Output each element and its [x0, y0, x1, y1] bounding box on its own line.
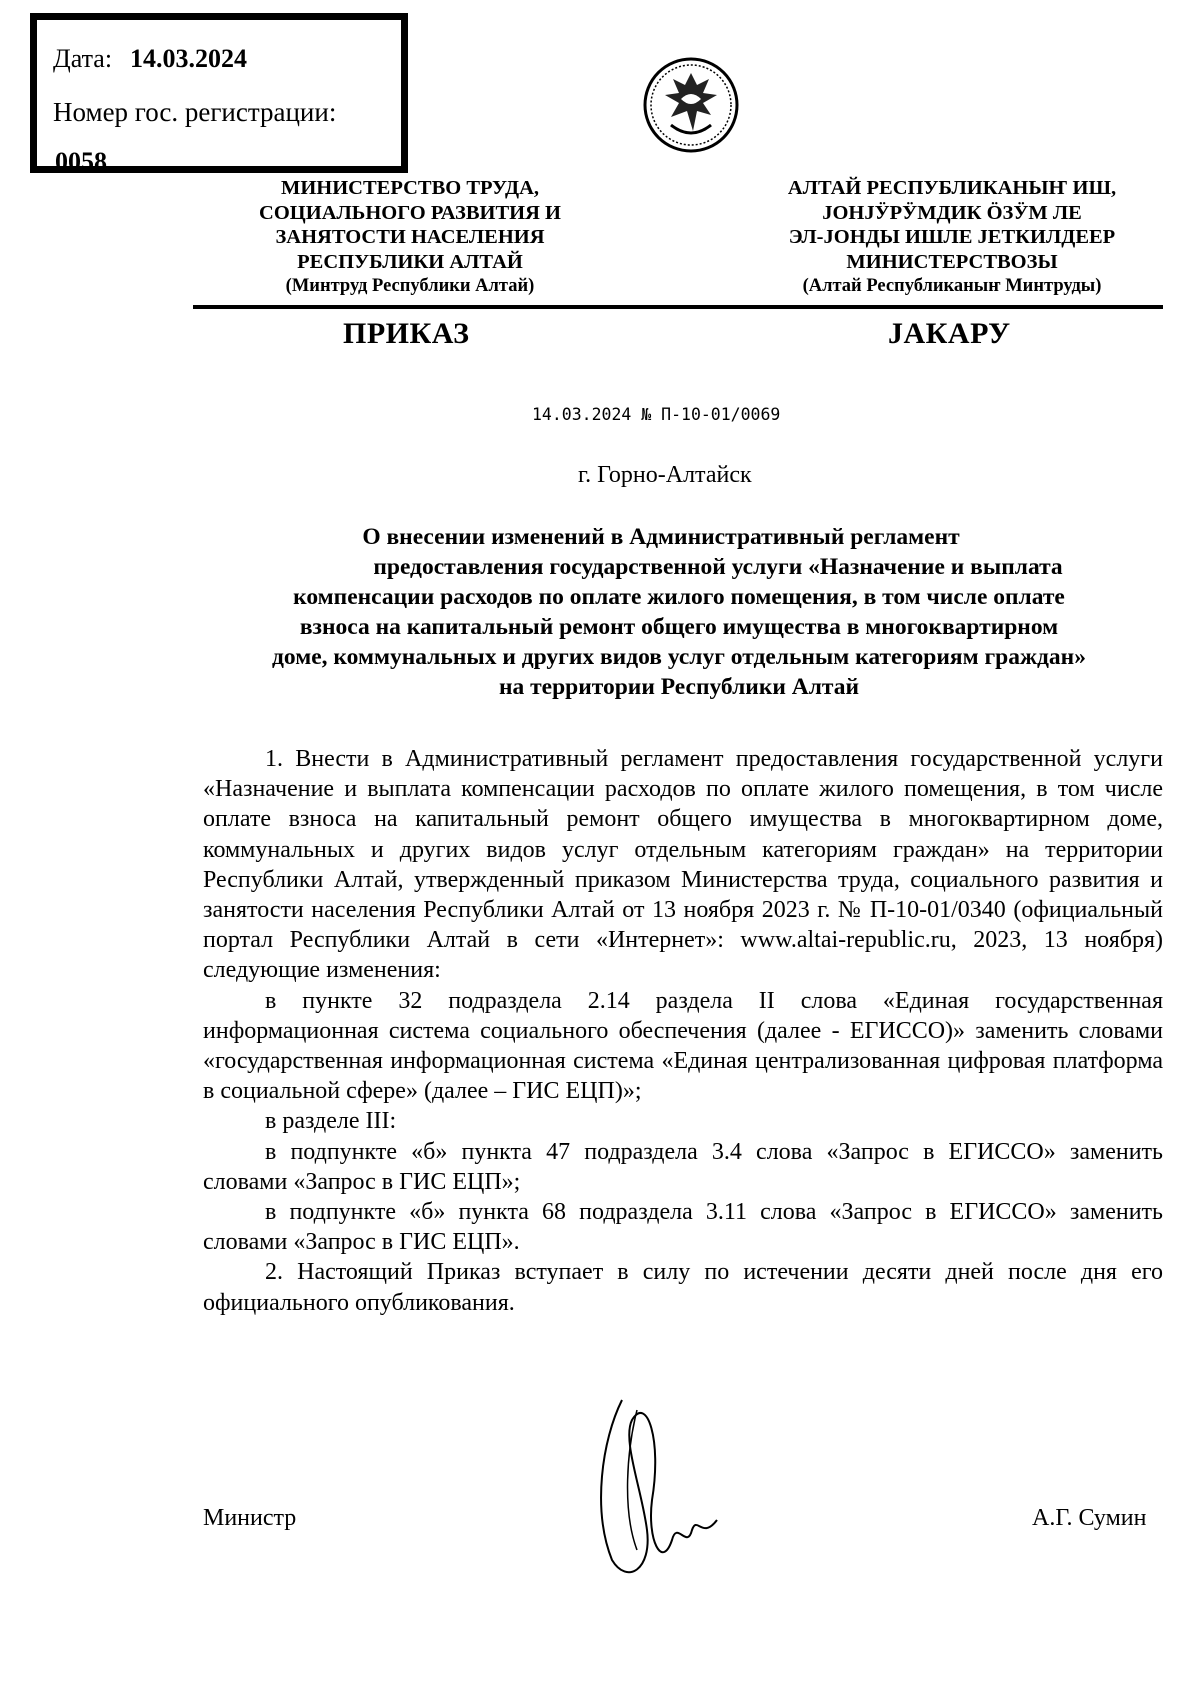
paragraph: 2. Настоящий Приказ вступает в силу по истечении десяти дней после дня его официального опубликования. [203, 1259, 1163, 1316]
org-left-abbr: (Минтруд Республики Алтай) [285, 276, 535, 296]
heading-line: компенсации расходов по оплате жилого помещения, в том числе оплате [293, 584, 1065, 610]
document-heading [196, 522, 1162, 702]
org-left-line: РЕСПУБЛИКИ АЛТАЙ [297, 250, 523, 273]
registration-stamp [30, 13, 408, 176]
registration-number: 14.03.2024 № П-10-01/0069 [532, 405, 781, 424]
heading-line: О внесении изменений в Административный регламент [362, 524, 960, 550]
signature-icon [592, 1380, 722, 1585]
signatory-position: Министр [203, 1505, 297, 1531]
org-right-line: МИНИСТЕРСТВОЗЫ [846, 250, 1058, 273]
ministry-name-russian [200, 176, 620, 299]
paragraph: в подпункте «б» пункта 68 подраздела 3.11 слова «Запрос в ЕГИССО» заменить словами «Запрос в ГИС ЕЦП». [203, 1199, 1163, 1256]
coat-of-arms-icon [640, 55, 742, 155]
org-left-line: МИНИСТЕРСТВО ТРУДА, [280, 177, 540, 199]
stamp-reg-label: Номер гос. регистрации: [53, 97, 337, 127]
heading-line: взноса на капитальный ремонт общего имущества в многоквартирном [299, 614, 1059, 640]
paragraph: в подпункте «б» пункта 47 подраздела 3.4 слова «Запрос в ЕГИССО» заменить словами «Запрос в ГИС ЕЦП»; [203, 1138, 1163, 1195]
org-left-line: СОЦИАЛЬНОГО РАЗВИТИЯ И [259, 201, 561, 224]
stamp-date [53, 44, 247, 74]
paragraph: в разделе III: [265, 1108, 397, 1135]
header-divider [193, 305, 1163, 309]
ministry-name-altai [752, 176, 1152, 299]
org-right-line: АЛТАЙ РЕСПУБЛИКАНЫҤ ИШ, [787, 177, 1117, 199]
stamp-date-value: 14.03.2024 [130, 44, 248, 73]
doc-type-altai: ЈАКАРУ [888, 317, 1011, 350]
org-right-abbr: (Алтай Республиканыҥ Минтруды) [802, 276, 1102, 296]
doc-type-russian: ПРИКАЗ [343, 317, 470, 350]
org-right-line: ЭЛ-ЈОНДЫ ИШЛЕ ЈЕТКИЛДЕЕР [788, 226, 1116, 248]
stamp-date-label: Дата: [53, 44, 113, 73]
paragraph: в пункте 32 подраздела 2.14 раздела II слова «Единая государственная информационная система социального обеспечения (далее - ЕГИССО)» заменить словами «государственная информационная система «Единая централизованная цифровая платформа в социальной сфере» (далее – ГИС ЕЦП)»; [203, 987, 1163, 1105]
org-left-line: ЗАНЯТОСТИ НАСЕЛЕНИЯ [275, 226, 545, 248]
signatory-name: А.Г. Сумин [1032, 1505, 1147, 1531]
document-body [203, 744, 1163, 1318]
city: г. Горно-Алтайск [578, 462, 752, 488]
org-right-line: ЈОНЈӰРӰМДИК ӦЗӰМ ЛЕ [822, 201, 1082, 224]
heading-line: на территории Республики Алтай [498, 674, 860, 700]
heading-line: доме, коммунальных и других видов услуг отдельным категориям граждан» [272, 644, 1086, 670]
stamp-reg-value: 0058 [55, 147, 107, 176]
heading-line: предоставления государственной услуги «Назначение и выплата [373, 554, 1063, 580]
paragraph: 1. Внести в Административный регламент предоставления государственной услуги «Назначение и выплата компенсации расходов по оплате жилого помещения, в том числе оплате взноса на капитальный ремонт общего имущества в многоквартирном доме, коммунальных и других видов услуг отдельным категориям граждан» на территории Республики Алтай, утвержденный приказом Министерства труда, социального развития и занятости населения Республики Алтай от 13 ноября 2023 г. № П-10-01/0340 (официальный портал Республики Алтай в сети «Интернет»: www.altai-republic.ru, 2023, 13 ноября) следующие изменения: [203, 746, 1163, 984]
